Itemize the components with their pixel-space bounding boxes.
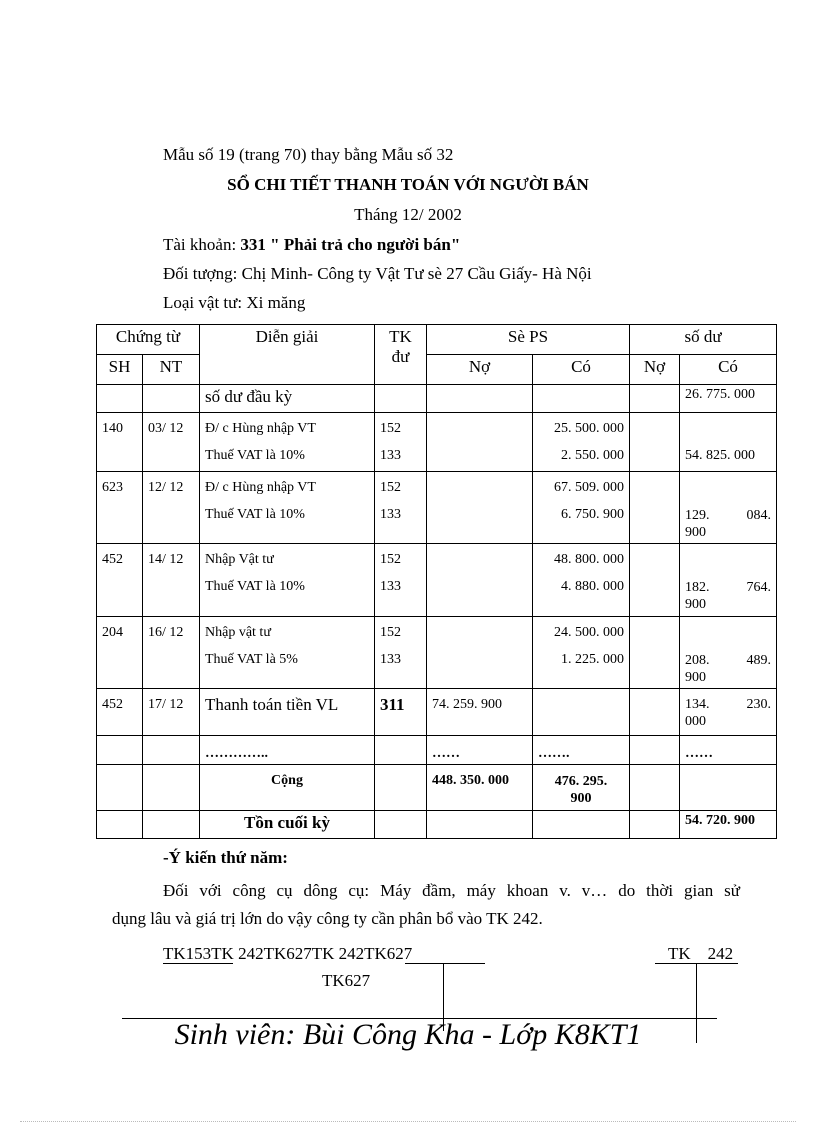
row-desc-2: Thuế VAT là 10% (205, 579, 305, 594)
row-bal-debit (630, 413, 680, 472)
total-row (97, 765, 777, 811)
nt-header: NT (143, 355, 200, 385)
balance-part: 900 (685, 670, 707, 685)
subject-line: Đối tượng: Chị Minh- Công ty Vật Tư sè 27 Cầu Giấy- Hà Nội (163, 264, 592, 283)
footer-text: Sinh viên: Bùi Công Kha - Lớp K8KT1 (174, 1018, 642, 1051)
t-account-rule (163, 963, 233, 964)
form-note: Mẫu số 19 (trang 70) thay bằng Mẫu số 32 (163, 145, 454, 164)
opening-balance: 26. 775. 000 (680, 385, 777, 413)
row-desc-1: Đ/ c Hùng nhập VT (205, 480, 316, 495)
row-credit-1: 67. 509. 000 (554, 480, 625, 495)
row-tk-2: 133 (380, 652, 401, 667)
row-nt: 17/ 12 (148, 697, 184, 712)
balance-part: 764. (746, 580, 772, 595)
row-bal-debit (630, 617, 680, 689)
row-credit (533, 689, 630, 736)
row-tk-1: 152 (380, 552, 401, 567)
ps-header: Sè PS (427, 325, 630, 355)
dots-balance: …… (680, 736, 777, 765)
row-desc-1: Thanh toán tiền VL (205, 695, 339, 714)
row-tk-2: 133 (380, 448, 401, 463)
total-debit: 448. 350. 000 (427, 765, 533, 811)
table-cell (427, 385, 533, 413)
row-credit-2: 1. 225. 000 (561, 652, 625, 667)
tk-header-line2: đư (391, 347, 410, 366)
table-row (97, 617, 777, 689)
material-line: Loại vật tư: Xi măng (163, 293, 306, 312)
account-value: 331 " Phải trả cho người bán" (240, 235, 461, 254)
row-credit-2: 6. 750. 900 (561, 507, 625, 522)
opinion-heading: -Ý kiến thứ năm: (163, 848, 288, 867)
table-row (97, 689, 777, 736)
row-credit-1: 48. 800. 000 (554, 552, 625, 567)
balance-part: 208. (685, 653, 710, 668)
table-row (97, 544, 777, 617)
account-line (163, 235, 460, 255)
table-cell (97, 385, 143, 413)
row-desc-2: Thuế VAT là 10% (205, 507, 305, 522)
table-cell (630, 811, 680, 839)
balance-header: số dư (630, 325, 777, 355)
table-cell (630, 385, 680, 413)
row-nt: 16/ 12 (148, 625, 184, 640)
row-desc-1: Nhập vật tư (205, 625, 271, 640)
row-credit-1: 25. 500. 000 (554, 421, 625, 436)
row-tk-1: 152 (380, 625, 401, 640)
balance-part: 134. (685, 697, 710, 712)
closing-balance: 54. 720. 900 (680, 811, 777, 839)
table-cell (680, 765, 777, 811)
table-cell (630, 736, 680, 765)
credit-header: Có (533, 355, 630, 385)
tk-header-line1: TK (389, 327, 412, 346)
table-cell (533, 385, 630, 413)
balance-part: 129. (685, 508, 710, 523)
row-debit: 74. 259. 900 (432, 697, 502, 712)
balance-part: 000 (685, 714, 707, 729)
row-debit (427, 472, 533, 544)
row-credit-1: 24. 500. 000 (554, 625, 625, 640)
row-bal-debit (630, 544, 680, 617)
total-credit (533, 765, 630, 811)
table-cell (533, 811, 630, 839)
dots-credit: ……. (533, 736, 630, 765)
row-nt: 12/ 12 (148, 480, 184, 495)
balance-part: 084. (746, 508, 772, 523)
ledger-table (96, 324, 777, 839)
row-bal-debit (630, 472, 680, 544)
row-balance (685, 696, 771, 730)
spacer (685, 415, 771, 442)
account-label: Tài khoản: (163, 235, 237, 254)
diagram-right-account: TK 242 (668, 944, 734, 963)
table-cell (630, 765, 680, 811)
page-edge (20, 1121, 796, 1122)
balance-part: 489. (746, 653, 772, 668)
table-cell (97, 736, 143, 765)
row-tk-1: 311 (380, 695, 405, 714)
row-balance: 54. 825. 000 (685, 448, 756, 463)
table-cell (143, 736, 200, 765)
row-tk-1: 152 (380, 480, 401, 495)
tk-header (375, 325, 427, 385)
table-cell (375, 811, 427, 839)
row-balance (685, 652, 771, 686)
row-desc-2: Thuế VAT là 5% (205, 652, 298, 667)
row-sh: 623 (102, 480, 123, 495)
row-sh: 140 (102, 421, 123, 436)
table-cell (97, 765, 143, 811)
table-cell (375, 385, 427, 413)
table-cell (143, 811, 200, 839)
total-credit-part: 900 (570, 791, 592, 806)
row-desc-1: Nhập Vật tư (205, 552, 274, 567)
table-row (97, 472, 777, 544)
description-header: Diễn giải (200, 325, 375, 385)
row-sh: 204 (102, 625, 123, 640)
header-row-2 (97, 355, 777, 385)
row-tk-2: 133 (380, 579, 401, 594)
closing-row (97, 811, 777, 839)
opening-row (97, 385, 777, 413)
bal-credit-header: Có (680, 355, 777, 385)
balance-part: 900 (685, 597, 707, 612)
dots-description: ………….. (200, 736, 375, 765)
table-cell (97, 811, 143, 839)
table-cell (427, 811, 533, 839)
sh-header: SH (97, 355, 143, 385)
debit-header: Nợ (427, 355, 533, 385)
row-bal-debit (630, 689, 680, 736)
balance-part: 182. (685, 580, 710, 595)
header-row-1 (97, 325, 777, 355)
balance-part: 230. (746, 697, 772, 712)
document-title: SỔ CHI TIẾT THANH TOÁN VỚI NGƯỜI BÁN (227, 175, 589, 194)
dots-debit: …… (427, 736, 533, 765)
row-tk-2: 133 (380, 507, 401, 522)
opinion-line-1: Đối với công cụ dông cụ: Máy đầm, máy khoan v. v… do thời gian sử (163, 881, 740, 900)
opinion-line-2: dụng lâu và giá trị lớn do vậy công ty cần phân bổ vào TK 242. (112, 909, 543, 928)
voucher-header: Chứng từ (97, 325, 200, 355)
table-cell (143, 385, 200, 413)
total-credit-part: 476. 295. (554, 774, 608, 789)
row-tk-1: 152 (380, 421, 401, 436)
row-debit (427, 544, 533, 617)
row-debit (427, 413, 533, 472)
row-nt: 14/ 12 (148, 552, 184, 567)
row-desc-1: Đ/ c Hùng nhập VT (205, 421, 316, 436)
row-desc-2: Thuế VAT là 10% (205, 448, 305, 463)
row-balance (685, 579, 771, 613)
table-cell (375, 765, 427, 811)
row-balance (685, 507, 771, 541)
row-nt: 03/ 12 (148, 421, 184, 436)
row-credit-2: 2. 550. 000 (561, 448, 625, 463)
diagram-below-account: TK627 (322, 971, 371, 990)
table-cell (143, 765, 200, 811)
row-debit (427, 617, 533, 689)
opening-description: số dư đầu kỳ (200, 385, 375, 413)
dots-row (97, 736, 777, 765)
diagram-left-accounts: TK153TK 242TK627TK 242TK627 (163, 944, 413, 963)
bal-debit-header: Nợ (630, 355, 680, 385)
balance-part: 900 (685, 525, 707, 540)
row-sh: 452 (102, 697, 123, 712)
period: Tháng 12/ 2002 (354, 205, 462, 224)
table-cell (375, 736, 427, 765)
closing-label: Tồn cuối kỳ (200, 811, 375, 839)
total-label: Cộng (200, 765, 375, 811)
table-row (97, 413, 777, 472)
row-credit-2: 4. 880. 000 (561, 579, 625, 594)
t-account-rule (405, 963, 485, 964)
row-sh: 452 (102, 552, 123, 567)
